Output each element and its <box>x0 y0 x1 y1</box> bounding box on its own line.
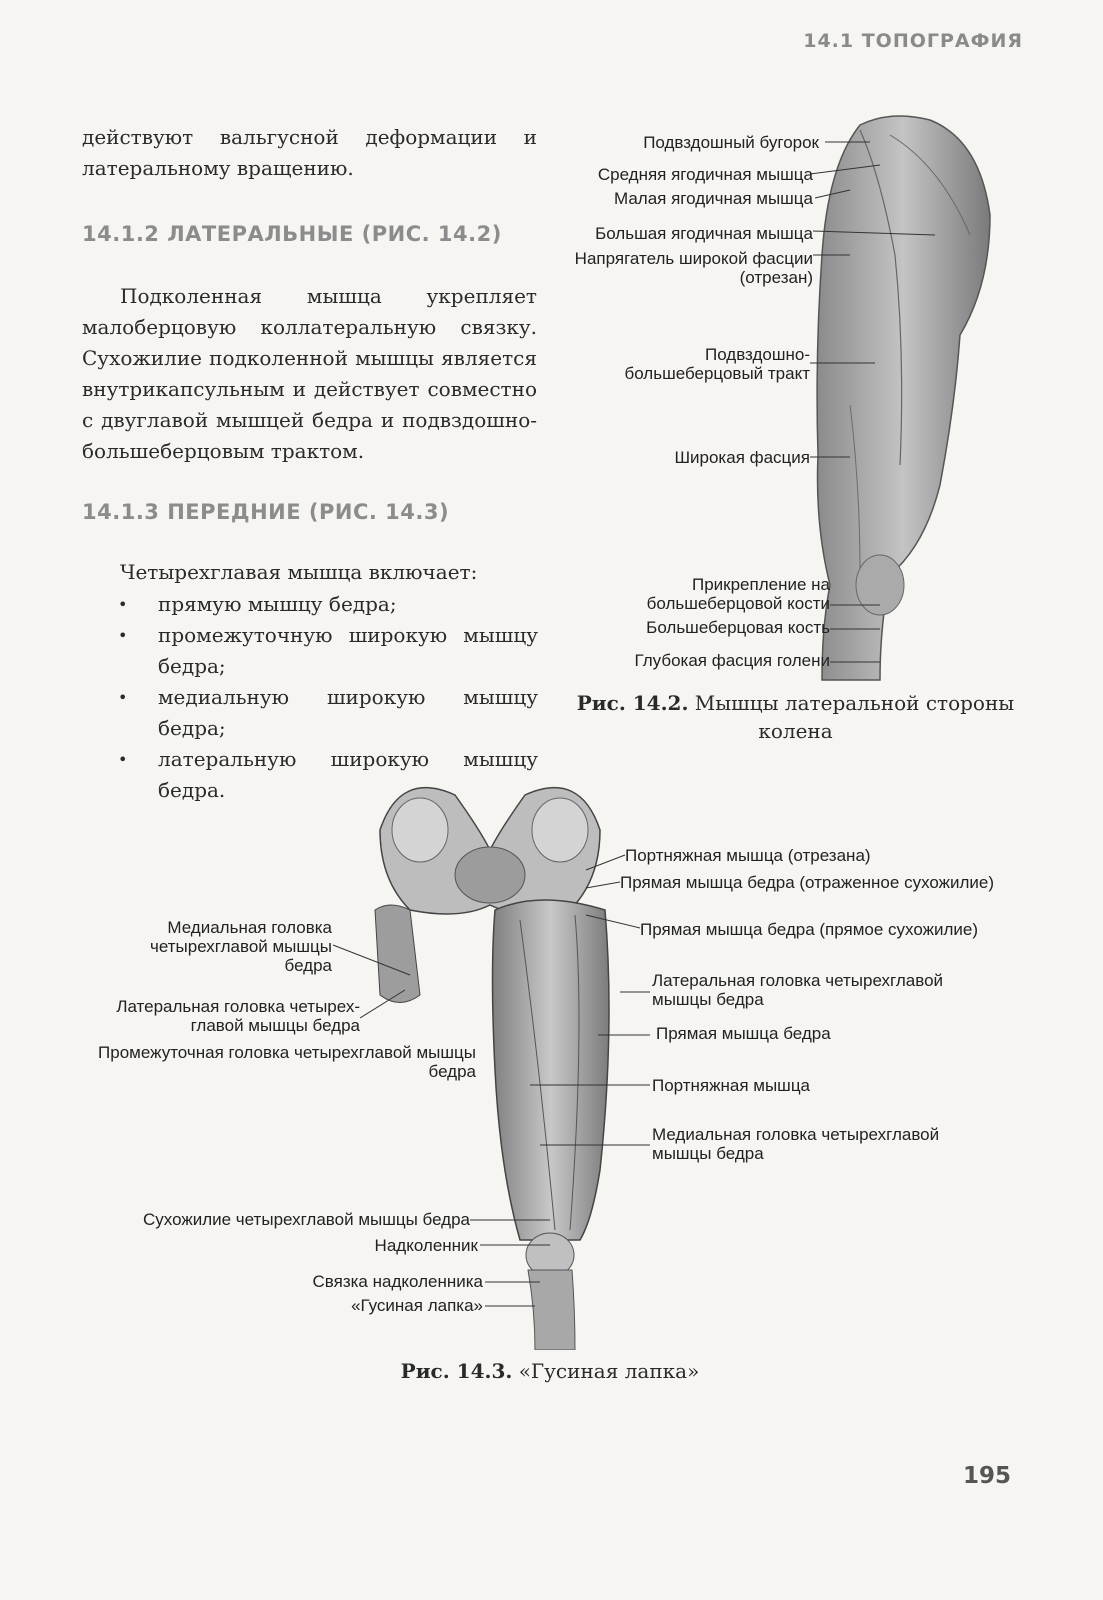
label-sartorius: Портняжная мышца <box>652 1076 811 1095</box>
label-lateral-head-right: Латеральная головка четырехглавой мышцы бедра <box>652 971 944 1009</box>
heading-lateral: 14.1.2 ЛАТЕРАЛЬНЫЕ (РИС. 14.2) <box>82 222 502 246</box>
label-intermediate-head: Промежуточная головка четырехглавой мышцы бедра <box>98 1043 476 1081</box>
label-lateral-head-left: Латеральная головка четырех- главой мышцы бедра <box>116 997 360 1035</box>
label-medial-head-right: Медиальная головка четырехглавой мышцы бедра <box>652 1125 940 1163</box>
label-iliac-tubercle: Подвздошный бугорок <box>643 133 819 152</box>
label-iliotibial-tract: Подвздошно- большеберцовый тракт <box>624 345 810 383</box>
label-fascia-lata: Широкая фасция <box>674 448 810 467</box>
list-item: • промежуточную широкую мышцу бедра; <box>118 620 538 682</box>
label-rectus-straight: Прямая мышца бедра (прямое сухожилие) <box>640 920 979 939</box>
label-sartorius-cut: Портняжная мышца (отрезана) <box>625 846 871 865</box>
caption-number: Рис. 14.2. <box>576 691 689 715</box>
list-item: • прямую мышцу бедра; <box>118 589 538 620</box>
heading-anterior: 14.1.3 ПЕРЕДНИЕ (РИС. 14.3) <box>82 500 450 524</box>
label-patella: Надколенник <box>374 1236 478 1255</box>
label-gluteus-medius: Средняя ягодичная мышца <box>597 165 813 184</box>
label-patellar-ligament: Связка надколенника <box>312 1272 483 1291</box>
lateral-text: Подколенная мышца укрепляет малоберцовую коллатеральную связку. Сухожилие подколенной мышцы является внутрикапсульным и действует совместно с двуглавой мышцей бедра и подвздошно-большеберцовым трактом. <box>82 284 537 463</box>
label-deep-fascia-leg: Глубокая фасция голени <box>634 651 830 670</box>
running-head: 14.1 ТОПОГРАФИЯ <box>803 30 1023 52</box>
label-medial-head-left: Медиальная головка четырехглавой мышцы бедра <box>149 918 332 975</box>
list-item: • медиальную широкую мышцу бедра; <box>118 682 538 744</box>
label-rectus-reflected: Прямая мышца бедра (отраженное сухожилие) <box>620 873 995 892</box>
page-number: 195 <box>962 1463 1011 1489</box>
caption-text: «Гусиная лапка» <box>518 1359 700 1383</box>
label-tibial-attachment: Прикрепление на большеберцовой кости <box>646 575 830 613</box>
list-item: • латеральную широкую мышцу бедра. <box>118 744 538 806</box>
label-quadriceps-tendon: Сухожилие четырехглавой мышцы бедра <box>143 1210 470 1229</box>
label-tibia: Большеберцовая кость <box>646 618 830 637</box>
anterior-lead-text: Четырехглавая мышца включает: <box>120 560 478 584</box>
label-rectus-femoris: Прямая мышца бедра <box>656 1024 831 1043</box>
label-gluteus-minimus: Малая ягодичная мышца <box>613 189 813 208</box>
label-tensor-fasciae-latae: Напрягатель широкой фасции (отрезан) <box>574 249 813 287</box>
intro-text: действуют вальгусной деформации и латеральному вращению. <box>82 125 537 180</box>
figure-14-3-caption <box>300 1357 800 1385</box>
label-gluteus-maximus: Большая ягодичная мышца <box>595 224 813 243</box>
caption-text: Мышцы латеральной стороны колена <box>694 691 1015 743</box>
caption-number: Рис. 14.3. <box>400 1359 513 1383</box>
label-pes-anserinus: «Гусиная лапка» <box>351 1296 483 1315</box>
